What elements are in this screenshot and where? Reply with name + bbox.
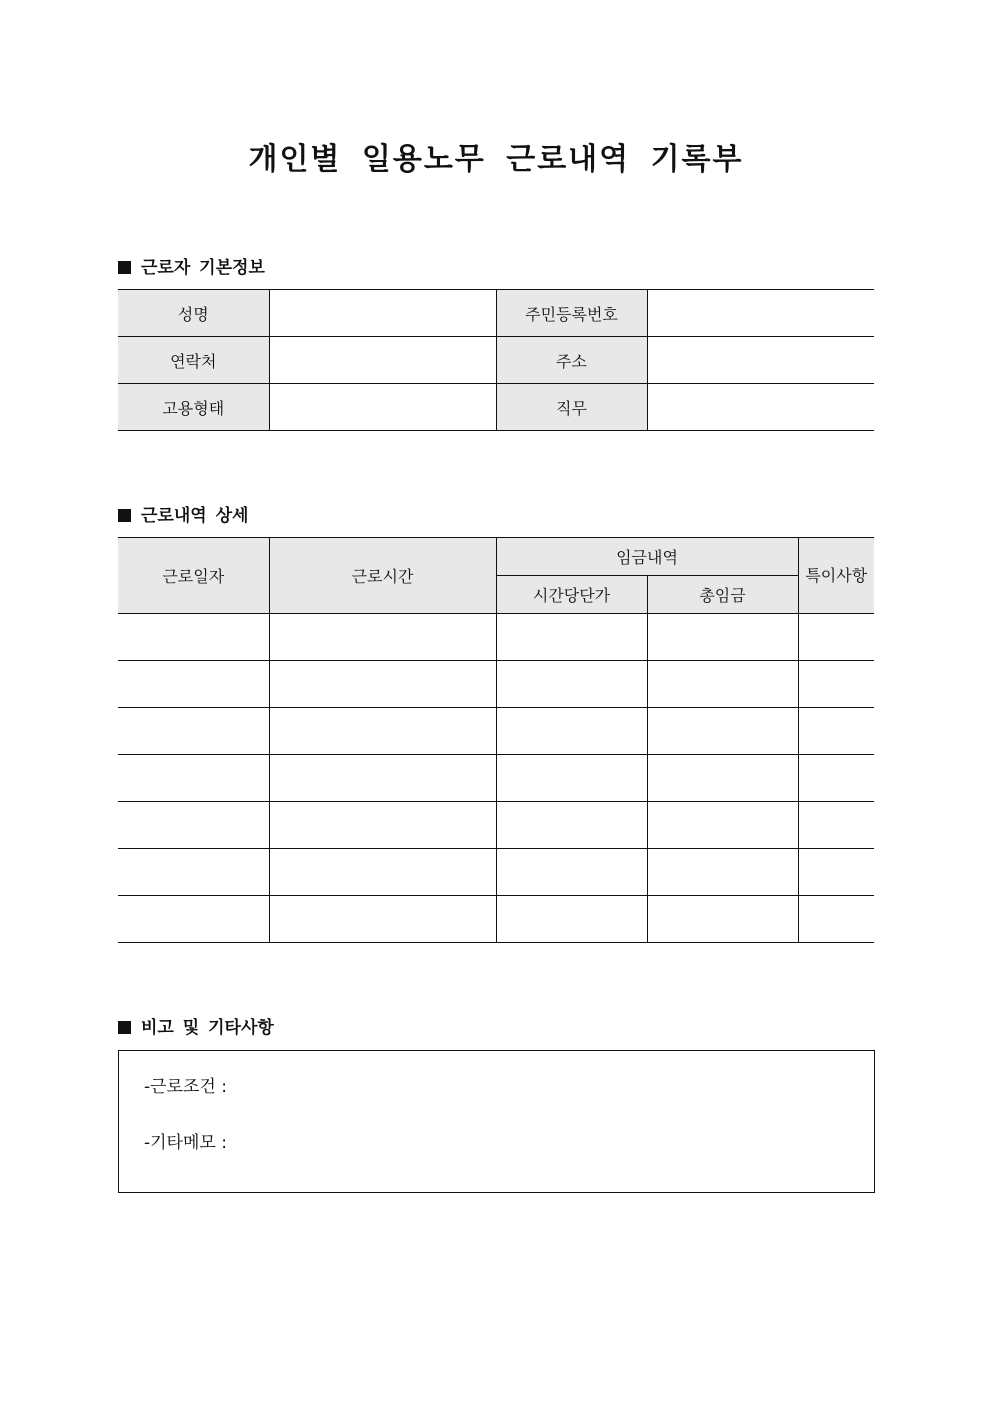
table-row [118,708,874,755]
work-conditions-label: -근로조건 : [144,1077,227,1097]
basic-info-heading-text: 근로자 기본정보 [141,258,265,278]
work-date-cell[interactable] [118,708,269,755]
work-hours-cell[interactable] [269,849,496,896]
remarks-cell[interactable] [798,849,874,896]
notes-box[interactable] [118,1050,875,1193]
remarks-cell[interactable] [798,896,874,943]
employment-type-label: 고용형태 [118,384,269,431]
details-heading-text: 근로내역 상세 [141,506,249,526]
total-wage-cell[interactable] [647,896,798,943]
total-wage-cell[interactable] [647,849,798,896]
total-wage-cell[interactable] [647,755,798,802]
remarks-cell[interactable] [798,802,874,849]
employment-type-field[interactable] [269,384,496,431]
address-field[interactable] [647,337,874,384]
job-label: 직무 [496,384,647,431]
table-row [118,802,874,849]
hourly-rate-cell[interactable] [496,849,647,896]
square-bullet-icon [118,509,131,522]
work-date-cell[interactable] [118,896,269,943]
work-hours-cell[interactable] [269,802,496,849]
table-row [118,384,874,431]
header-work-date: 근로일자 [118,538,269,614]
table-row [118,896,874,943]
remarks-cell[interactable] [798,755,874,802]
square-bullet-icon [118,261,131,274]
work-date-cell[interactable] [118,755,269,802]
work-hours-cell[interactable] [269,896,496,943]
square-bullet-icon [118,1021,131,1034]
work-hours-cell[interactable] [269,614,496,661]
hourly-rate-cell[interactable] [496,802,647,849]
work-date-cell[interactable] [118,849,269,896]
table-row [118,661,874,708]
total-wage-cell[interactable] [647,802,798,849]
name-field[interactable] [269,290,496,337]
total-wage-cell[interactable] [647,661,798,708]
hourly-rate-cell[interactable] [496,755,647,802]
work-hours-cell[interactable] [269,755,496,802]
address-label: 주소 [496,337,647,384]
total-wage-cell[interactable] [647,614,798,661]
hourly-rate-cell[interactable] [496,661,647,708]
job-field[interactable] [647,384,874,431]
header-row [118,538,874,576]
notes-heading [118,1013,274,1038]
resident-number-field[interactable] [647,290,874,337]
hourly-rate-cell[interactable] [496,708,647,755]
name-label: 성명 [118,290,269,337]
work-hours-cell[interactable] [269,708,496,755]
basic-info-table [118,289,874,431]
table-row [118,755,874,802]
other-memo-label: -기타메모 : [144,1133,227,1153]
table-row [118,337,874,384]
table-row [118,614,874,661]
contact-field[interactable] [269,337,496,384]
hourly-rate-cell[interactable] [496,896,647,943]
table-row [118,290,874,337]
remarks-cell[interactable] [798,614,874,661]
contact-label: 연락처 [118,337,269,384]
notes-heading-text: 비고 및 기타사항 [141,1018,274,1038]
details-heading [118,501,248,526]
page-title: 개인별 일용노무 근로내역 기록부 [248,142,744,177]
work-hours-cell[interactable] [269,661,496,708]
resident-number-label: 주민등록번호 [496,290,647,337]
total-wage-cell[interactable] [647,708,798,755]
hourly-rate-cell[interactable] [496,614,647,661]
work-date-cell[interactable] [118,661,269,708]
header-remarks: 특이사항 [798,538,874,614]
table-row [118,849,874,896]
work-date-cell[interactable] [118,802,269,849]
remarks-cell[interactable] [798,708,874,755]
work-date-cell[interactable] [118,614,269,661]
work-details-table [118,537,874,943]
remarks-cell[interactable] [798,661,874,708]
header-hourly-rate: 시간당단가 [496,576,647,614]
header-total-wage: 총임금 [647,576,798,614]
basic-info-heading [118,253,265,278]
header-work-hours: 근로시간 [269,538,496,614]
header-wage-details: 임금내역 [496,538,798,576]
